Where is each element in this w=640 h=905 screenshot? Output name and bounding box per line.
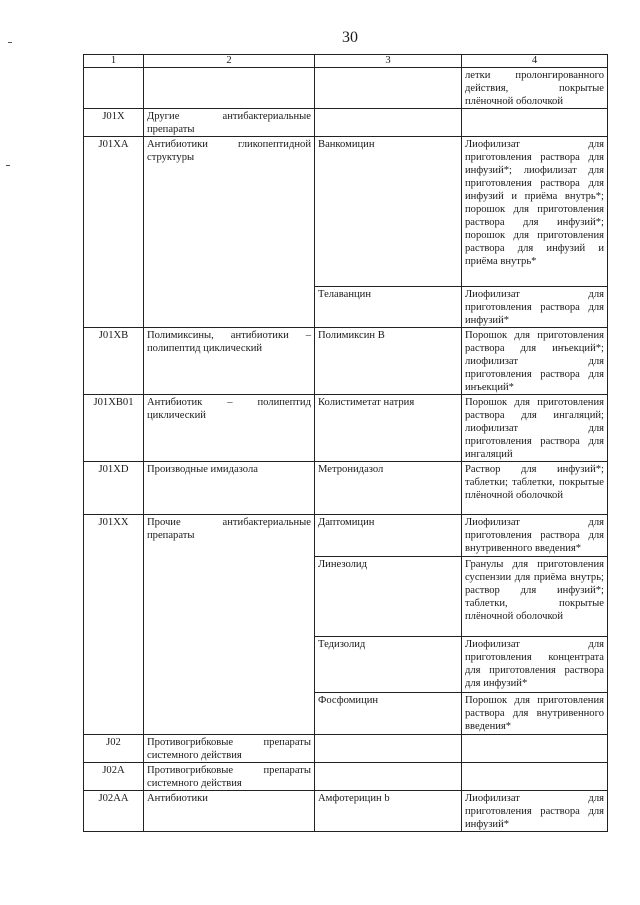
drug-name: Даптомицин <box>315 515 462 557</box>
table-row <box>84 137 608 287</box>
table-row <box>84 515 608 557</box>
drug-name: Тедизолид <box>315 637 462 693</box>
dosage-form: Порошок для приготовления раствора для инъекций*; лиофилизат для приготовления раствора для инъекций* <box>462 328 608 395</box>
group-name: Противогрибковые препараты системного действия <box>144 763 315 791</box>
drug-name: Колистиметат натрия <box>315 395 462 462</box>
drug-table <box>83 54 608 832</box>
dosage-form: Лиофилизат для приготовления раствора для инфузий* <box>462 287 608 328</box>
group-name <box>144 68 315 109</box>
group-name: Антибиотики <box>144 791 315 832</box>
dosage-form: Порошок для приготовления раствора для внутривенного введения* <box>462 693 608 735</box>
group-name: Производные имидазола <box>144 462 315 515</box>
dosage-form <box>462 763 608 791</box>
atc-code: J02 <box>84 735 144 763</box>
drug-name: Ванкомицин <box>315 137 462 287</box>
table-row <box>84 328 608 395</box>
drug-name <box>315 109 462 137</box>
drug-name: Телаванцин <box>315 287 462 328</box>
group-name: Полимиксины, антибиотики – полипептид циклический <box>144 328 315 395</box>
group-name: Противогрибковые препараты системного действия <box>144 735 315 763</box>
drug-name: Фосфомицин <box>315 693 462 735</box>
page-number: 30 <box>342 29 358 46</box>
atc-code: J02A <box>84 763 144 791</box>
scan-mark <box>8 42 12 43</box>
drug-name <box>315 735 462 763</box>
table-header-row <box>84 55 608 68</box>
table-row <box>84 395 608 462</box>
group-name: Прочие антибактериальные препараты <box>144 515 315 735</box>
dosage-form: Лиофилизат для приготовления раствора для инфузий*; лиофилизат для приготовления раствора для инфузий и приёма внутрь*; порошок для приготовления раствора для инфузий*; порошок для приготовления раствора для инфузий и приёма внутрь* <box>462 137 608 287</box>
table-row <box>84 735 608 763</box>
drug-name <box>315 68 462 109</box>
group-name: Антибиотики гликопептидной структуры <box>144 137 315 328</box>
column-header: 3 <box>315 55 462 68</box>
drug-name: Полимиксин B <box>315 328 462 395</box>
atc-code: J01XB <box>84 328 144 395</box>
dosage-form: Раствор для инфузий*; таблетки; таблетки, покрытые плёночной оболочкой <box>462 462 608 515</box>
scan-mark <box>6 165 10 166</box>
dosage-form: Порошок для приготовления раствора для ингаляций; лиофилизат для приготовления раствора для ингаляций <box>462 395 608 462</box>
atc-code: J01XX <box>84 515 144 735</box>
drug-name: Амфотерицин b <box>315 791 462 832</box>
column-header: 2 <box>144 55 315 68</box>
dosage-form: Лиофилизат для приготовления раствора для внутривенного введения* <box>462 515 608 557</box>
table-row <box>84 791 608 832</box>
table-row <box>84 763 608 791</box>
group-name: Другие антибактериальные препараты <box>144 109 315 137</box>
drug-name <box>315 763 462 791</box>
dosage-form <box>462 735 608 763</box>
dosage-form: Лиофилизат для приготовления концентрата для приготовления раствора для инфузий* <box>462 637 608 693</box>
drug-name: Метронидазол <box>315 462 462 515</box>
dosage-form <box>462 109 608 137</box>
drug-name: Линезолид <box>315 557 462 637</box>
group-name: Антибиотик – полипептид циклический <box>144 395 315 462</box>
atc-code: J01XB01 <box>84 395 144 462</box>
atc-code: J01XD <box>84 462 144 515</box>
atc-code: J01X <box>84 109 144 137</box>
dosage-form: Лиофилизат для приготовления раствора для инфузий* <box>462 791 608 832</box>
column-header: 1 <box>84 55 144 68</box>
atc-code <box>84 68 144 109</box>
table-row <box>84 462 608 515</box>
atc-code: J01XA <box>84 137 144 328</box>
table-row <box>84 68 608 109</box>
column-header: 4 <box>462 55 608 68</box>
atc-code: J02AA <box>84 791 144 832</box>
table-row <box>84 109 608 137</box>
dosage-form: летки пролонгированного действия, покрытые плёночной оболочкой <box>462 68 608 109</box>
dosage-form: Гранулы для приготовления суспензии для приёма внутрь; раствор для инфузий*; таблетки, покрытые плёночной оболочкой <box>462 557 608 637</box>
